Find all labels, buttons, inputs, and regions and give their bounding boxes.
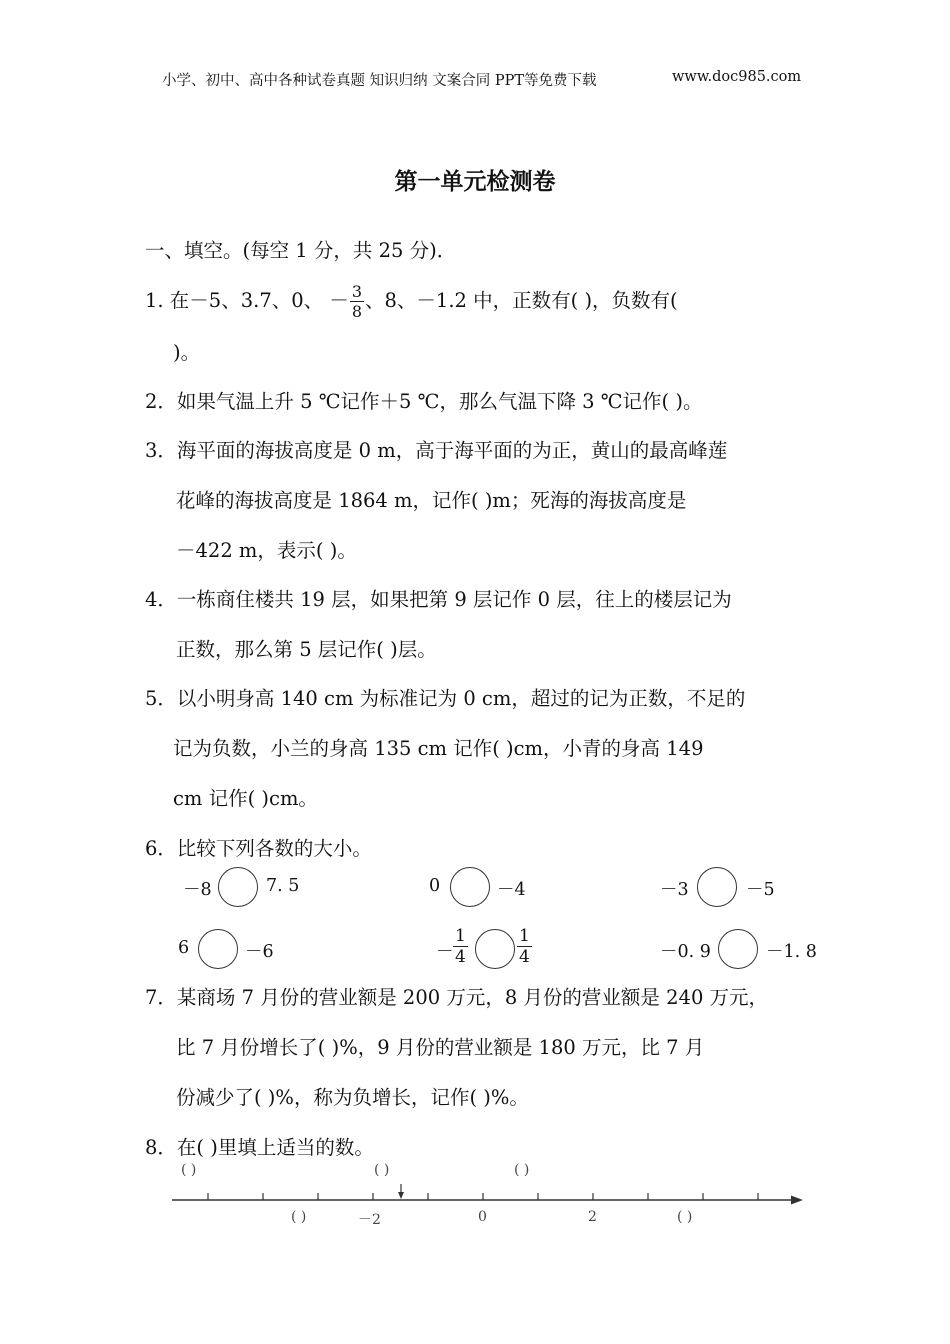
- question-8-intro: 8．在( )里填上适当的数。: [145, 1136, 374, 1159]
- blank-above[interactable]: ( ): [374, 1162, 390, 1178]
- question-3-line1: 3．海平面的海拔高度是 0 m，高于海平面的为正，黄山的最高峰莲: [145, 439, 728, 462]
- fraction: [350, 282, 364, 321]
- compare-circle-blank[interactable]: [718, 929, 758, 969]
- pointer-arrow-head-icon: [398, 1192, 404, 1199]
- question-5-line2: 记为负数，小兰的身高 135 cm 记作( )cm，小青的身高 149: [173, 737, 704, 760]
- question-4-line1: 4．一栋商住楼共 19 层，如果把第 9 层记作 0 层，往上的楼层记为: [145, 588, 732, 611]
- compare-circle-blank[interactable]: [450, 867, 490, 907]
- header-website[interactable]: www.doc985.com: [672, 69, 802, 85]
- fraction-numerator: 1: [455, 926, 466, 946]
- compare-left-value: 0: [429, 876, 441, 896]
- question-7-line2: 比 7 月份增长了( )%，9 月份的营业额是 180 万元，比 7 月: [176, 1036, 705, 1059]
- axis-arrow-icon: [791, 1196, 803, 1205]
- tick-marks: [208, 1193, 758, 1200]
- question-3-line3: －422 m，表示( )。: [176, 539, 357, 562]
- blank-below[interactable]: ( ): [677, 1209, 693, 1225]
- question-4-line2: 正数，那么第 5 层记作( )层。: [176, 638, 437, 661]
- compare-right-value: －6: [245, 942, 274, 962]
- compare-right-value: －5: [746, 880, 775, 900]
- compare-left-value: －8: [183, 880, 212, 900]
- header-text: 小学、初中、高中各种试卷真题 知识归纳 文案合同 PPT等免费下载: [162, 73, 597, 89]
- q1-line2: )。: [173, 341, 201, 364]
- fraction-numerator: 1: [519, 926, 530, 946]
- compare-right-value: －4: [497, 880, 526, 900]
- tick-label: －2: [358, 1212, 381, 1228]
- tick-label: 0: [478, 1209, 487, 1225]
- question-3-line2: 花峰的海拔高度是 1864 m，记作( )m；死海的海拔高度是: [176, 489, 687, 512]
- q1-text-after: 、8、－1.2 中，正数有( )，负数有(: [365, 289, 678, 312]
- question-7-line1: 7．某商场 7 月份的营业额是 200 万元，8 月份的营业额是 240 万元，: [145, 986, 769, 1009]
- compare-circle-blank[interactable]: [475, 929, 515, 969]
- question-7-line3: 份减少了( )%，称为负增长，记作( )%。: [176, 1086, 529, 1109]
- compare-right-fraction: [516, 926, 533, 967]
- compare-right-value: 7. 5: [266, 876, 300, 896]
- blank-above[interactable]: ( ): [181, 1162, 197, 1178]
- q1-text-before: 1. 在－5、3.7、0、 －: [145, 289, 349, 312]
- compare-circle-blank[interactable]: [697, 867, 737, 907]
- fraction-denominator: 4: [455, 947, 466, 967]
- compare-left-value: －0. 9: [660, 942, 711, 962]
- compare-right-value: －1. 8: [766, 942, 817, 962]
- compare-left-value: －3: [660, 880, 689, 900]
- compare-left-sign: －: [436, 942, 454, 962]
- compare-left-value: 6: [178, 938, 190, 958]
- compare-circle-blank[interactable]: [218, 867, 258, 907]
- blank-above[interactable]: ( ): [514, 1162, 530, 1178]
- compare-left-fraction: [452, 926, 469, 967]
- tick-label: 2: [588, 1209, 597, 1225]
- fraction-denominator: 4: [519, 947, 530, 967]
- number-line: [0, 1150, 950, 1240]
- question-2: 2．如果气温上升 5 ℃记作＋5 ℃，那么气温下降 3 ℃记作( )。: [145, 390, 703, 413]
- question-5-line1: 5．以小明身高 140 cm 为标准记为 0 cm，超过的记为正数，不足的: [145, 687, 746, 710]
- blank-below[interactable]: ( ): [291, 1209, 307, 1225]
- fraction-denominator: 8: [351, 302, 363, 321]
- fraction-numerator: 3: [351, 282, 363, 301]
- compare-circle-blank[interactable]: [198, 929, 238, 969]
- question-5-line3: cm 记作( )cm。: [173, 787, 318, 810]
- question-6-intro: 6．比较下列各数的大小。: [145, 837, 372, 860]
- page-title: 第一单元检测卷: [394, 169, 556, 195]
- question-1: [145, 276, 678, 326]
- section-heading: 一、填空。(每空 1 分，共 25 分)．: [145, 239, 457, 262]
